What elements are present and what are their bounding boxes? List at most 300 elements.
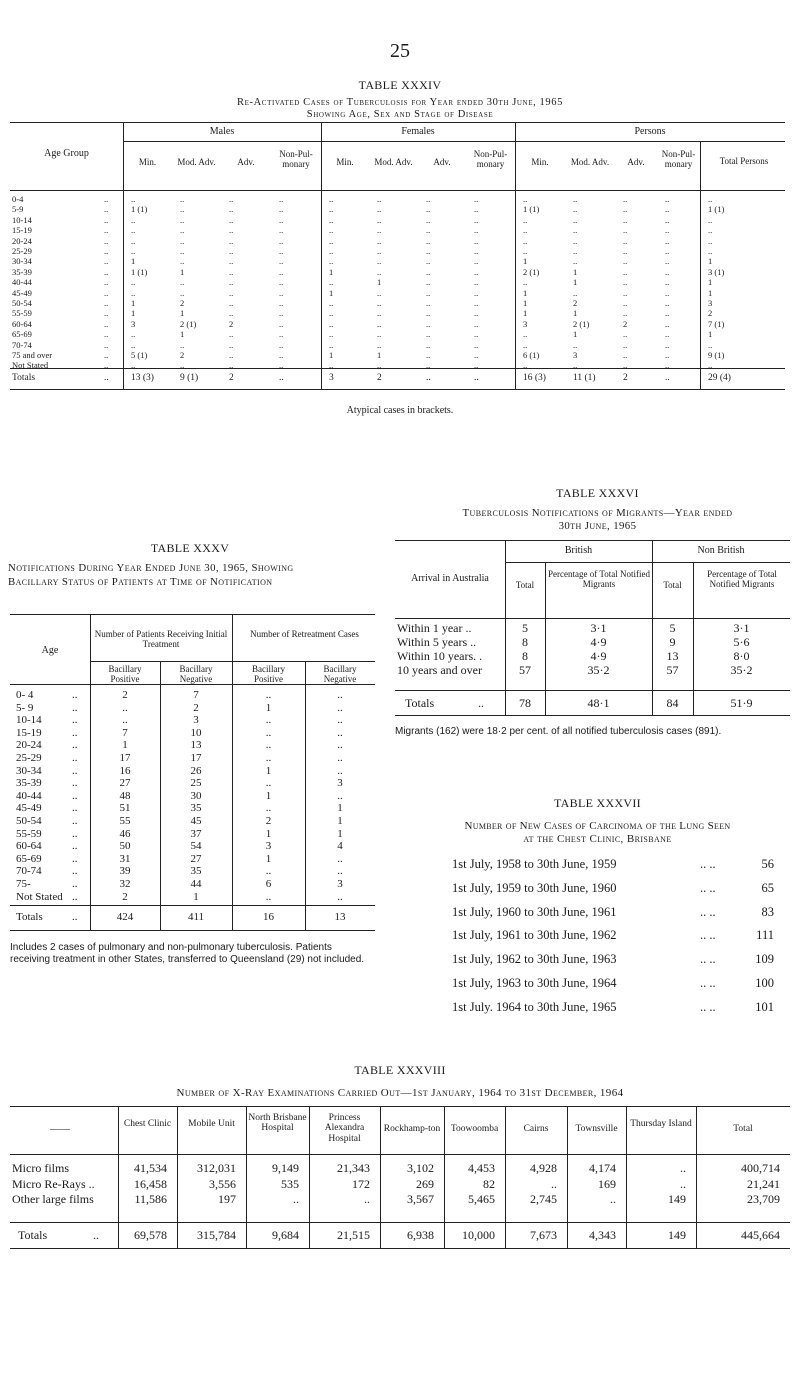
t34-age-dots: .. [104,194,109,204]
t35-cell: 10 [190,726,202,739]
t34-cell: .. [377,256,382,267]
t34-cell: .. [131,225,136,236]
t38-cell: 16,458 [134,1176,167,1191]
t35-age-label: 20-24 [16,739,42,752]
t34-cell: 1 (1) [131,266,148,277]
t34-cell: .. [474,266,479,277]
t34-cell: .. [329,214,334,225]
t35-age-label: 65-69 [16,852,42,865]
t34-cell: 1 [708,287,713,298]
t35-cell: 7 [193,689,199,701]
t34-persons-header: Persons [634,126,666,137]
table-xxxviii: —— Chest Clinic Mobile Unit North Brisbane Hospital Princess Alexandra Hospital Rockhamp-ton Toowoomba Cairns Townsville Thursday Island Total Micro films 41,534 312,031 9,149 21,343 3,102 4,453 4,928 4,174 .. 400,714 Micro Re-Rays .. 16,458 3,556 535 172 269 82 .. 169 .. 21,241 Other large films 11,586 197 .. .. 3,567 5,465 2,745 .. 149 23,709 Totals .. 69,578 315,784 9,684 21,515 6,938 10,000 7,673 4,343 149 445,664 [0,0,800,1388]
t34-total-cell: 3 [329,373,334,383]
t37-value: 111 [756,928,774,943]
t34-cell: .. [573,339,578,350]
t37-period: 1st July, 1963 to 30th June, 1964 [452,976,617,990]
t34-cell: 2 [573,298,578,308]
t34-cell: .. [229,298,234,308]
t34-cell: .. [523,214,528,225]
t36-row-label: Within 10 years. . [397,649,483,663]
t35-cell: 1 [337,815,343,827]
t36-total-cell: 48·1 [587,696,610,710]
t38-cell: 21,343 [337,1161,370,1175]
t34-cell: 1 [329,350,334,360]
t34-cell: 1 [573,308,578,319]
t34-cell: .. [523,246,528,256]
t34-cell: .. [426,266,431,277]
t36-cell: 13 [666,649,679,663]
t38-total-cell: 445,664 [741,1228,780,1242]
t34-cell: 1 [377,350,382,360]
t35-age-label: 10-14 [16,714,42,727]
t38-cell: 312,031 [197,1161,236,1175]
t34-cell: 2 [708,308,713,319]
t34-cell: .. [665,360,670,371]
t36-cell: 8·0 [733,649,750,663]
t34-cell: .. [229,214,234,225]
t35-cell: 46 [119,827,131,840]
t35-total-cell: 16 [263,911,274,923]
t34-cell: 1 [180,329,185,340]
t34-cell: 9 (1) [708,350,725,360]
t34-age-label: 30-34 [12,256,32,267]
t34-cell: .. [279,225,284,236]
t34-cell: .. [229,266,234,277]
t34-total-cell: .. [279,373,284,383]
t35-age-label: 30-34 [16,764,42,777]
t35-age-label: 75- [16,878,31,890]
t36-cell: 3·1 [590,621,607,635]
t34-cell: .. [377,360,382,371]
t34-subhead-col-10: Mod. Adv. [570,157,610,167]
t38-cell: 5,465 [468,1192,495,1206]
t35-cell: 32 [119,878,131,890]
t34-total-cell: 16 (3) [523,373,546,383]
t38-col-header-6: Toowoomba [450,1124,499,1134]
t37-period: 1st July, 1961 to 30th June, 1962 [452,928,617,943]
t34-cell: .. [573,246,578,256]
t34-cell: .. [665,318,670,329]
t35-cell: 35 [190,802,202,815]
t34-cell: 1 [131,256,136,267]
t34-cell: .. [523,235,528,246]
t34-cell: .. [279,266,284,277]
t38-title: TABLE XXXVIII [354,1063,446,1077]
t34-cell: 1 [377,277,382,288]
t34-cell: .. [623,360,628,371]
t37-subtitle1: Number of New Cases of Carcinoma of the Lung Seen [464,820,731,832]
t38-total-cell: 10,000 [462,1228,495,1242]
t34-cell: .. [426,360,431,371]
t34-age-dots: .. [104,235,109,246]
t34-cell: 3 [573,350,578,360]
t34-subtitle2: Showing Age, Sex and Stage of Disease [306,109,494,120]
t34-cell: .. [329,194,334,204]
t34-cell: .. [229,204,234,215]
t35-cell: 4 [337,840,343,853]
t34-total-cell: 2 [229,373,234,383]
t34-total-cell: .. [426,373,431,383]
t34-cell: 3 (1) [708,266,725,277]
t35-age-dots: .. [72,689,78,701]
t35-cell: 3 [193,714,199,727]
t35-cell: .. [122,701,128,714]
t34-cell: .. [131,246,136,256]
t34-cell: .. [474,329,479,340]
t35-cell: 1 [265,852,272,865]
t38-subtitle: Number of X-Ray Examinations Carried Out—1st January, 1964 to 31st December, 1964 [176,1087,624,1099]
t34-cell: .. [377,214,382,225]
t34-cell: .. [623,235,628,246]
t38-cell: 400,714 [741,1161,780,1175]
t34-cell: .. [180,235,185,246]
t35-cell: .. [337,739,343,752]
t34-subhead-col-7: Adv. [433,157,451,167]
t34-cell: .. [131,339,136,350]
t35-total-cell: 13 [334,911,346,923]
t34-age-dots: .. [104,350,109,360]
t34-cell: 6 (1) [523,350,540,360]
t35-cell: 25 [190,777,202,790]
table-xxxiv: Age Group Males Females Persons Min. Mod. Adv. Adv. Non-Pul-monary Min. Mod. Adv. Adv. Non-Pul-monary Min. Mod. Adv. Adv. Non-Pul-monary Total Persons 0-4 .. 5-9 .. 10-14 .. 15-19 .. 20-24 .. 25-29 .. 30-34 .. 35-39 .. 40-44 .. 45-49 .. 50-54 .. 55-59 .. 60-64 .. 65-69 .. 70-74 .. 75 and over .. Not Stated .. .. .. .. .. .. .. .. .. .. .. .. .. .. 1 (1) .. .. .. .. .. .. .. 1 (1) .. .. .. 1 (1) .. .. .. .. .. .. .. .. .. .. .. .. .. .. .. .. .. .. .. .. .. .. .. .. .. .. .. .. .. .. .. .. .. .. .. .. .. .. .. .. .. .. .. .. .. .. .. .. .. .. .. .. 1 .. .. .. .. .. .. .. 1 .. .. .. 1 1 (1) 1 .. .. 1 .. .. .. 2 (1) 1 .. .. 3 (1) .. .. .. .. .. 1 .. .. .. 1 .. .. 1 .. .. .. .. 1 .. .. .. 1 .. .. .. 1 1 2 .. .. .. .. .. .. 1 2 .. .. 3 1 1 .. .. .. .. .. .. 1 1 .. .. 2 3 2 (1) 2 .. .. .. .. .. 3 2 (1) 2 .. 7 (1) .. 1 .. .. .. .. .. .. .. 1 .. .. 1 .. .. .. .. .. .. .. .. .. .. .. .. .. 5 (1) 2 .. .. 1 1 .. .. 6 (1) 3 .. .. 9 (1) .. .. .. .. .. .. .. .. .. .. .. .. .. Totals .. 13 (3) 9 (1) 2 .. 3 2 .. .. 16 (3) 11 (1) 2 .. 29 (4) [0,0,800,400]
t34-age-dots: .. [104,214,109,225]
t36-cell: 35·2 [730,663,753,677]
t34-cell: .. [426,194,431,204]
t35-col-4-header: Bacillary Negative [323,664,357,684]
t35-cell: .. [337,689,343,701]
t34-cell: 2 (1) [573,318,590,329]
t35-cell: 1 [122,739,128,752]
t34-cell: .. [523,329,528,340]
t34-cell: .. [377,204,382,215]
t34-age-label: 65-69 [12,329,32,340]
t34-cell: .. [377,287,382,298]
t34-cell: .. [180,194,185,204]
t34-cell: .. [229,360,234,371]
t35-cell: 2 [265,815,272,827]
t34-cell: .. [474,235,479,246]
t35-cell: 2 [193,701,199,714]
t34-cell: .. [279,277,284,288]
t34-cell: .. [474,318,479,329]
t36-totals-label: Totals [405,696,435,710]
t36-cell: 5 [669,621,676,635]
t34-cell: .. [426,246,431,256]
t38-cell: 149 [668,1192,686,1206]
t34-cell: .. [377,308,382,319]
t34-cell: .. [708,235,713,246]
t35-totals-label: Totals [16,911,43,923]
t35-cell: 54 [190,840,202,853]
t35-cell: .. [337,890,343,903]
t34-total-persons-header: Total Persons [719,156,769,166]
t37-value: 109 [755,952,774,967]
t34-cell: .. [474,204,479,215]
t34-age-label: 10-14 [12,214,32,225]
t34-cell: .. [523,360,528,371]
t34-cell: .. [573,204,578,215]
t35-cell: 3 [337,878,343,890]
t35-cell: .. [265,865,272,878]
t35-cell: 37 [190,827,202,840]
t34-cell: 1 [523,256,528,267]
t37-dots: .. .. [700,857,716,871]
t34-cell: .. [426,225,431,236]
t38-row-label: Other large films [12,1192,94,1206]
t34-cell: .. [623,204,628,215]
t34-cell: .. [426,287,431,298]
t37-dots: .. .. [700,880,716,895]
t34-cell: .. [426,256,431,267]
t34-cell: .. [329,360,334,371]
t38-total-cell: 315,784 [197,1228,236,1242]
t34-cell: .. [573,194,578,204]
t35-subtitle1: Notifications During Year Ended June 30, 1965, Showing [8,562,294,574]
t35-age-label: Not Stated [16,890,63,903]
t34-cell: .. [426,339,431,350]
t34-cell: .. [573,214,578,225]
t34-cell: .. [180,339,185,350]
t34-cell: .. [180,204,185,215]
t34-cell: .. [474,194,479,204]
t35-age-dots: .. [72,714,78,727]
t34-subhead-col-6: Mod. Adv. [374,157,413,167]
t38-cell: .. [680,1176,686,1191]
t35-age-dots: .. [72,890,78,903]
t37-dots: .. .. [700,928,716,943]
t34-cell: .. [623,256,628,267]
t34-cell: .. [229,329,234,340]
t34-cell: .. [426,350,431,360]
t34-cell: .. [665,277,670,288]
t34-cell: .. [573,225,578,236]
t38-row-label: Micro Re-Rays .. [12,1176,95,1191]
t38-cell: 11,586 [134,1192,167,1206]
t35-group1-header: Number of Patients Receiving Initial Treatment [94,629,228,649]
t34-cell: .. [329,256,334,267]
t34-cell: .. [329,318,334,329]
t34-cell: .. [623,194,628,204]
t34-cell: .. [426,235,431,246]
t35-note: Includes 2 cases of pulmonary and non-pulmonary tuberculosis. Patients receiving treatment in other States, transferred to Queensland (29) not included. [10,942,365,965]
t34-cell: .. [573,360,578,371]
t36-subtitle1: Tuberculosis Notifications of Migrants—Year ended [462,507,733,519]
t34-cell: .. [665,214,670,225]
t34-age-label: 75 and over [12,350,53,360]
t35-cell: .. [122,714,128,727]
t34-cell: .. [329,235,334,246]
t34-cell: .. [180,225,185,236]
t34-cell: .. [329,246,334,256]
t36-total-cell: 84 [666,696,679,710]
t35-age-label: 50-54 [16,815,42,827]
t38-col-header-4: Princess Alexandra Hospital [324,1113,365,1144]
t37-period: 1st July, 1958 to 30th June, 1959 [452,857,617,871]
t38-cell: .. [680,1161,686,1175]
t35-cell: .. [337,865,343,878]
t38-total-cell: 69,578 [134,1228,167,1242]
t34-cell: .. [474,214,479,225]
t34-cell: .. [523,277,528,288]
t34-cell: .. [623,287,628,298]
t34-total-cell: .. [665,373,670,383]
t38-col-header-9: Thursday Island [630,1119,692,1129]
t35-cell: 1 [337,827,343,840]
t38-cell: 169 [598,1176,616,1191]
t38-cell: 21,241 [747,1176,780,1191]
t34-cell: .. [377,339,382,350]
t34-cell: 3 [131,318,136,329]
t36-col-1-header: Total [515,580,535,590]
t34-subhead-col-5: Min. [336,157,354,167]
t34-cell: .. [623,329,628,340]
t34-age-label: 20-24 [12,235,32,246]
t38-col-header-8: Townsville [575,1124,618,1134]
t35-cell: 17 [119,752,131,764]
t34-cell: 1 [573,266,578,277]
t38-cell: 172 [352,1176,370,1191]
t34-cell: .. [474,256,479,267]
t34-cell: .. [131,194,136,204]
t37-period: 1st July, 1960 to 30th June, 1961 [452,904,617,919]
t34-age-label: 55-59 [12,308,32,319]
t35-age-label: 0- 4 [16,689,34,701]
t38-col-header-2: Mobile Unit [188,1119,235,1129]
t37-period: 1st July, 1959 to 30th June, 1960 [452,880,617,895]
t35-age-label: 5- 9 [16,701,34,714]
t34-cell: .. [131,287,136,298]
t38-col-header-10: Total [733,1124,753,1134]
t35-cell: .. [337,852,343,865]
t34-cell: 2 [229,318,234,329]
t38-cell: .. [293,1192,299,1206]
t38-total-cell: 21,515 [337,1228,370,1242]
t34-cell: .. [665,329,670,340]
t34-age-label: 25-29 [12,246,32,256]
t38-cell: 82 [483,1176,495,1191]
t35-age-dots: .. [72,827,78,840]
t34-cell: .. [329,298,334,308]
t34-cell: .. [665,225,670,236]
t35-cell: 35 [190,865,202,878]
t37-title: TABLE XXXVII [554,796,641,810]
t34-cell: .. [426,277,431,288]
t34-cell: .. [329,308,334,319]
t34-cell: .. [474,246,479,256]
t34-cell: .. [279,246,284,256]
t34-cell: .. [708,194,713,204]
t36-row-label: Within 5 years .. [397,635,477,649]
t34-cell: .. [474,277,479,288]
t34-cell: .. [474,350,479,360]
t34-cell: .. [329,225,334,236]
t34-cell: .. [279,204,284,215]
t35-title: TABLE XXXV [150,541,230,555]
t34-cell: .. [377,266,382,277]
t38-total-cell: 149 [668,1228,686,1242]
t34-title: TABLE XXXIV [358,78,442,92]
t34-age-dots: .. [104,298,109,308]
t35-group2-header: Number of Retreatment Cases [250,629,359,639]
t34-cell: 1 [573,329,578,340]
t34-cell: .. [708,339,713,350]
t34-cell: .. [180,214,185,225]
t34-cell: .. [279,194,284,204]
t34-age-label: 60-64 [12,318,32,329]
t38-cell: 4,453 [468,1161,495,1175]
t34-cell: .. [377,298,382,308]
t35-col-2-header: Bacillary Negative [179,664,213,684]
t34-cell: .. [665,339,670,350]
t34-cell: .. [623,308,628,319]
t37-subtitle2: at the Chest Clinic, Brisbane [523,833,672,845]
t34-age-dots: .. [104,266,109,277]
t36-cell: 8 [522,635,528,649]
t34-cell: 7 (1) [708,318,725,329]
t38-cell: .. [364,1192,370,1206]
t38-cell: 41,534 [134,1161,167,1175]
t38-cell: 23,709 [747,1192,780,1206]
t35-cell: .. [337,701,343,714]
t35-cell: 1 [265,701,272,714]
t34-cell: 2 (1) [523,266,540,277]
t34-cell: .. [229,308,234,319]
t34-age-dots: .. [104,329,109,340]
t36-cell: 3·1 [733,621,750,635]
t38-cell: 3,102 [407,1161,434,1175]
t34-cell: .. [279,214,284,225]
t34-cell: .. [229,350,234,360]
t34-cell: .. [229,235,234,246]
t34-cell: .. [474,308,479,319]
t35-cell: .. [337,714,343,727]
t34-cell: .. [623,339,628,350]
t34-subhead-col-3: Adv. [237,157,255,167]
t34-cell: .. [474,287,479,298]
t34-cell: .. [180,287,185,298]
t35-cell: 16 [119,764,131,777]
t34-cell: 1 [180,308,185,319]
t35-cell: 1 [265,764,272,777]
t34-cell: .. [708,360,713,371]
t38-total-cell: 9,684 [272,1228,299,1242]
t35-age-dots: .. [72,852,78,865]
t34-cell: 1 [131,298,136,308]
t35-cell: 13 [190,739,202,752]
t34-subhead-col-12: Non-Pul-monary [661,149,696,169]
t34-cell: .. [665,308,670,319]
t37-dots: .. .. [700,904,716,919]
t35-cell: 1 [193,890,199,903]
t36-col-2-header: Percentage of Total Notified Migrants [548,569,650,589]
t35-age-dots: .. [72,840,78,853]
t34-age-dots: .. [104,360,109,371]
t35-cell: .. [265,739,272,752]
t34-cell: .. [377,329,382,340]
t34-cell: .. [279,360,284,371]
t34-cell: .. [377,246,382,256]
t38-cell: 269 [416,1176,434,1191]
t38-cell: 4,174 [589,1161,616,1175]
t34-age-label: 0-4 [12,194,24,204]
t34-cell: .. [665,256,670,267]
t34-cell: .. [523,225,528,236]
t34-age-label: 35-39 [12,266,32,277]
t34-cell: .. [131,214,136,225]
t34-subhead-col-8: Non-Pul-monary [473,149,508,169]
t34-subhead-col-2: Mod. Adv. [177,157,216,167]
